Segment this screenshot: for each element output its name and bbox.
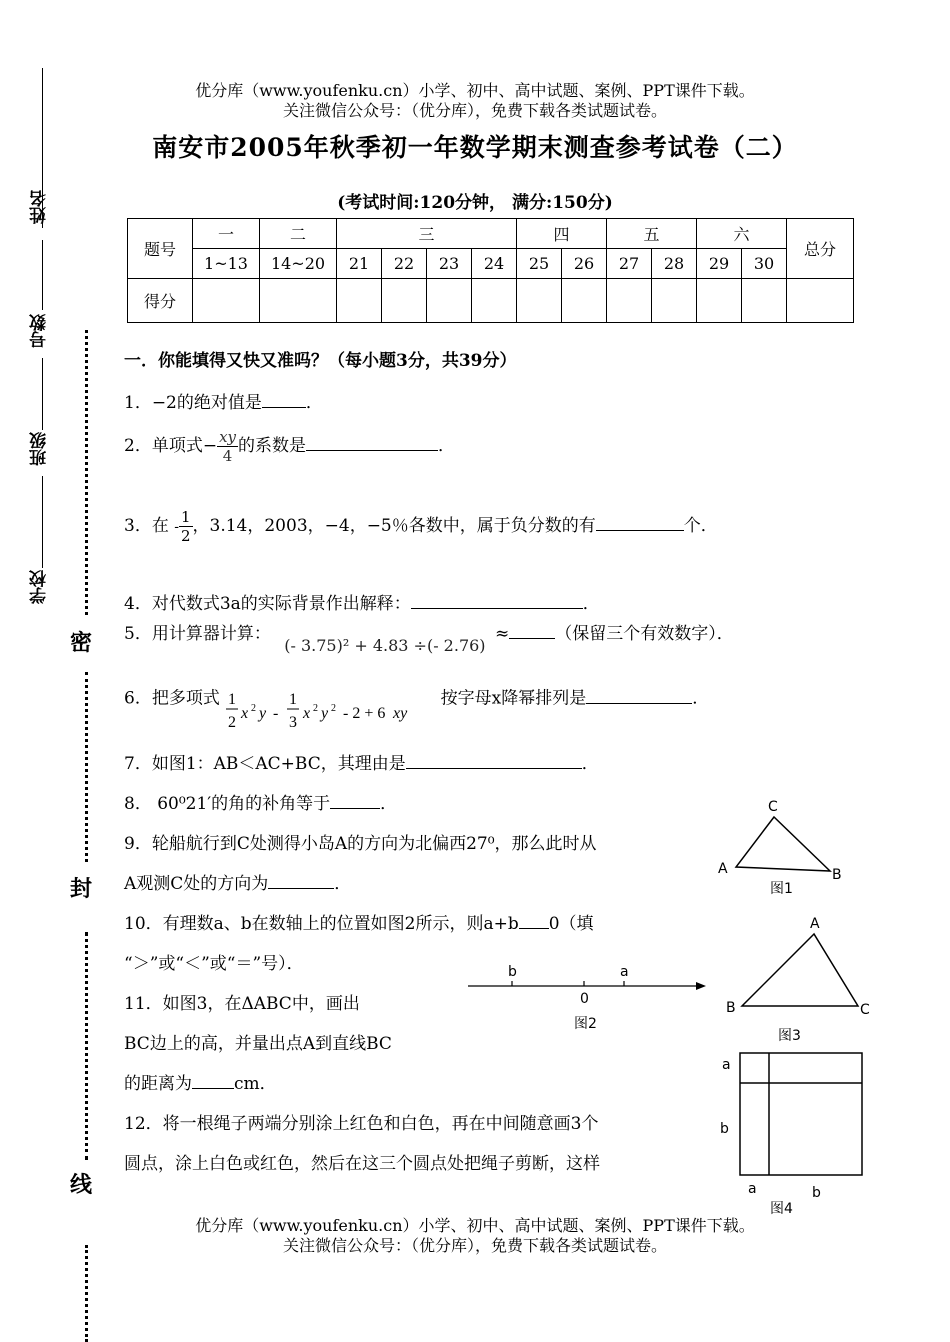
item-header: 22 — [382, 249, 427, 279]
svg-text:- 2 + 6: - 2 + 6 — [343, 705, 386, 722]
svg-text:y: y — [321, 705, 329, 722]
answer-blank[interactable] — [586, 687, 692, 704]
figure-2 — [462, 960, 712, 1040]
group-header: 四 — [517, 219, 607, 249]
svg-text:2: 2 — [331, 703, 337, 714]
svg-text:x: x — [241, 705, 249, 722]
question-12-cont: 圆点，涂上白色或红色，然后在这三个圆点处把绳子剪断，这样 — [124, 1154, 600, 1174]
figure-3 — [718, 910, 888, 1045]
svg-text:-: - — [273, 705, 279, 722]
question-2: 2．单项式− $\frac{xy}{4}$ 的系数是 ． — [124, 428, 455, 465]
svg-text:a: a — [620, 964, 629, 980]
group-header: 二 — [260, 219, 337, 249]
item-header: 24 — [472, 249, 517, 279]
score-cell-total[interactable] — [787, 279, 854, 323]
svg-text:b: b — [812, 1185, 821, 1201]
score-cell[interactable] — [337, 279, 382, 323]
score-cell[interactable] — [193, 279, 260, 323]
answer-blank[interactable] — [306, 434, 438, 451]
svg-text:A: A — [810, 916, 820, 932]
svg-text:B: B — [832, 867, 842, 883]
score-cell[interactable] — [562, 279, 607, 323]
seal-dotted-line — [85, 330, 88, 615]
answer-blank[interactable] — [406, 752, 582, 769]
score-cell[interactable] — [697, 279, 742, 323]
svg-text:xy: xy — [393, 705, 408, 722]
svg-text:b: b — [720, 1121, 729, 1137]
svg-text:图1: 图1 — [770, 881, 793, 897]
page-title: 南安市2005年秋季初一年数学期末测查参考试卷（二） — [152, 133, 798, 162]
question-8: 8． 60⁰21′的角的补角等于 ． — [124, 794, 398, 814]
fraction: $\frac{1}{2}$ — [180, 508, 191, 545]
row-label-question: 题号 — [128, 219, 193, 279]
total-label: 总分 — [787, 219, 854, 279]
section-heading: 一．你能填得又快又准吗？（每小题3分，共39分） — [124, 351, 517, 371]
svg-text:C: C — [860, 1002, 870, 1018]
svg-text:a: a — [722, 1057, 731, 1073]
svg-text:1: 1 — [228, 691, 237, 708]
svg-text:A: A — [718, 861, 728, 877]
item-header: 14~20 — [260, 249, 337, 279]
seal-char-mi: 密 — [70, 630, 93, 656]
answer-blank[interactable] — [509, 622, 555, 639]
item-header: 30 — [742, 249, 787, 279]
svg-text:b: b — [508, 964, 517, 980]
figure-4 — [712, 1045, 877, 1220]
group-header: 一 — [193, 219, 260, 249]
footer-line-2: 关注微信公众号：（优分库），免费下载各类试题试卷。 — [282, 1236, 667, 1255]
question-10: 10．有理数a、b在数轴上的位置如图2所示，则a+b 0（填 — [124, 914, 594, 934]
svg-text:0: 0 — [580, 991, 589, 1007]
score-cell[interactable] — [517, 279, 562, 323]
seal-dotted-line — [85, 1245, 88, 1342]
header-line-2: 关注微信公众号：（优分库），免费下载各类试题试卷。 — [282, 101, 667, 120]
polynomial-expression — [225, 687, 435, 735]
svg-text:2: 2 — [228, 714, 237, 731]
fraction: $\frac{xy}{4}$ — [219, 428, 236, 465]
question-11-cont: BC边上的高，并量出点A到直线BC — [124, 1034, 392, 1054]
answer-blank[interactable] — [268, 872, 334, 889]
item-header: 26 — [562, 249, 607, 279]
figure-1 — [712, 795, 852, 905]
svg-text:y: y — [259, 705, 267, 722]
svg-text:3: 3 — [289, 714, 298, 731]
question-9: 9．轮船航行到C处测得小岛A的方向为北偏西27⁰，那么此时从 — [124, 834, 597, 854]
score-cell[interactable] — [427, 279, 472, 323]
item-header: 23 — [427, 249, 472, 279]
score-cell[interactable] — [472, 279, 517, 323]
score-cell[interactable] — [742, 279, 787, 323]
question-5: 5．用计算器计算： (- 3.75)² + 4.83 ÷(- 2.76) ≈ （保留三个有效数字）． — [124, 624, 734, 655]
svg-text:1: 1 — [289, 691, 298, 708]
question-4: 4．对代数式3a的实际背景作出解释： ． — [124, 594, 600, 614]
score-cell[interactable] — [260, 279, 337, 323]
row-label-score: 得分 — [128, 279, 193, 323]
school-label: 学校 — [30, 570, 50, 604]
seal-char-xian: 线 — [70, 1172, 93, 1198]
question-11: 11．如图3，在ΔABC中，画出 — [124, 994, 360, 1014]
group-header: 五 — [607, 219, 697, 249]
score-cell[interactable] — [652, 279, 697, 323]
seal-dotted-line — [85, 672, 88, 862]
item-header: 1~13 — [193, 249, 260, 279]
answer-blank[interactable] — [411, 592, 583, 609]
item-header: 29 — [697, 249, 742, 279]
answer-blank[interactable] — [330, 792, 380, 809]
question-1: 1．−2的绝对值是 ． — [124, 393, 323, 413]
question-6: 6．把多项式 1 2 x 2 y - 1 3 x 2 y 2 - 2 + 6 xy 按字母x降幂排列是 ． — [124, 675, 709, 723]
score-cell[interactable] — [607, 279, 652, 323]
svg-text:C: C — [768, 799, 778, 815]
answer-blank[interactable] — [262, 391, 306, 408]
math-expression: (- 3.75)² + 4.83 ÷(- 2.76) — [284, 636, 486, 655]
svg-text:图3: 图3 — [778, 1028, 801, 1044]
answer-blank[interactable] — [192, 1072, 234, 1089]
svg-text:图2: 图2 — [574, 1016, 597, 1032]
item-header: 28 — [652, 249, 697, 279]
seal-char-feng: 封 — [70, 876, 93, 902]
group-header: 三 — [337, 219, 517, 249]
question-11-cont: 的距离为 cm． — [124, 1074, 277, 1094]
svg-text:B: B — [726, 1000, 736, 1016]
number-label: 号数 — [30, 314, 50, 348]
answer-blank[interactable] — [519, 912, 549, 929]
svg-text:a: a — [748, 1181, 757, 1197]
svg-text:x: x — [303, 705, 311, 722]
svg-text:2: 2 — [251, 703, 257, 714]
question-7: 7．如图1：AB＜AC+BC，其理由是 ． — [124, 754, 599, 774]
margin-line-class — [42, 476, 43, 568]
question-3: 3．在 - $\frac{1}{2}$ ，3.14，2003，−4，−5％各数中，属于负分数的有 个． — [124, 508, 718, 545]
item-header: 21 — [337, 249, 382, 279]
class-label: 班级 — [30, 432, 50, 466]
question-12: 12．将一根绳子两端分别涂上红色和白色，再在中间随意画3个 — [124, 1114, 599, 1134]
score-table — [127, 218, 854, 323]
svg-text:图4: 图4 — [770, 1201, 793, 1217]
seal-dotted-line — [85, 932, 88, 1160]
question-10-cont: “＞”或“＜”或“＝”号）． — [124, 954, 304, 974]
exam-info: (考试时间:120分钟， 满分:150分) — [337, 193, 613, 213]
score-cell[interactable] — [382, 279, 427, 323]
item-header: 27 — [607, 249, 652, 279]
item-header: 25 — [517, 249, 562, 279]
svg-text:2: 2 — [313, 703, 319, 714]
answer-blank[interactable] — [596, 514, 684, 531]
margin-line-name — [42, 240, 43, 310]
margin-line-number — [42, 358, 43, 430]
name-label: 姓名 — [30, 190, 50, 224]
question-9-cont: A观测C处的方向为 ． — [124, 874, 352, 894]
group-header: 六 — [697, 219, 787, 249]
footer-line-1: 优分库（www.youfenku.cn）小学、初中、高中试题、案例、PPT课件下载。 — [195, 1216, 755, 1235]
header-line-1: 优分库（www.youfenku.cn）小学、初中、高中试题、案例、PPT课件下载。 — [195, 81, 755, 100]
